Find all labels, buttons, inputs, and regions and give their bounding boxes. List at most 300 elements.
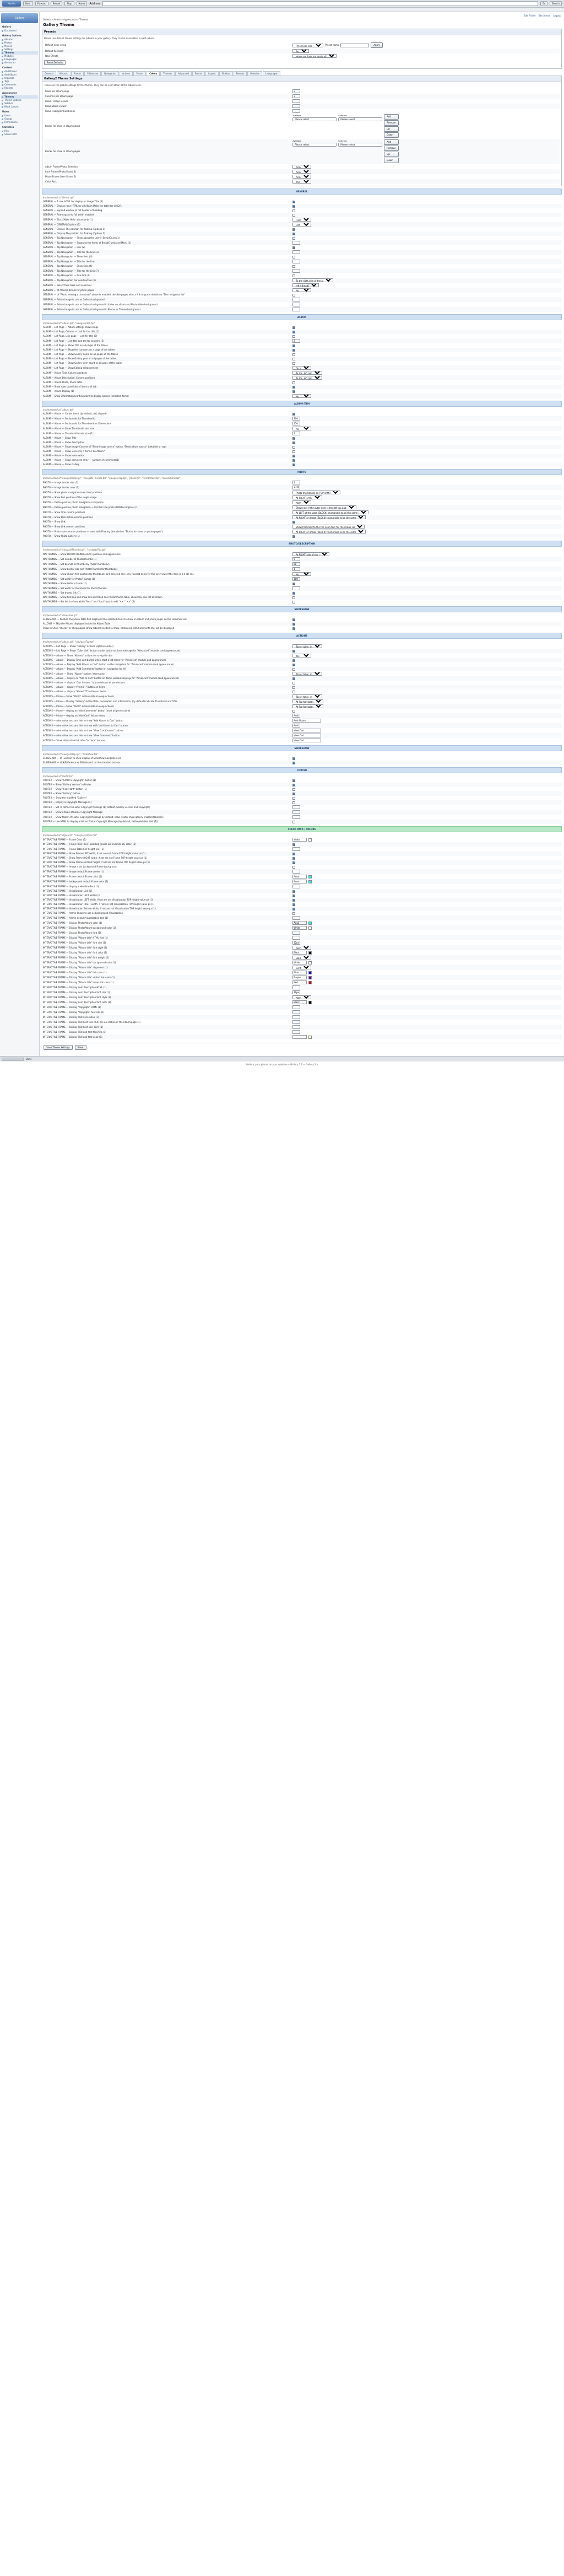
checkbox[interactable] [292,618,295,621]
link-site-admin[interactable]: Site Admin [538,14,551,17]
checkbox[interactable] [292,450,295,453]
preset-select[interactable] [292,44,323,47]
text-input[interactable] [292,481,300,484]
setting-control [291,990,562,995]
checkbox[interactable] [292,682,295,685]
checkbox[interactable] [292,358,295,360]
select-control[interactable] [292,956,311,960]
checkbox[interactable] [292,214,295,217]
tab-strip[interactable] [0,8,564,12]
tab-themes[interactable]: Themes [160,71,175,76]
tab-photos[interactable]: Photos [71,71,84,76]
setting-label: INTERACTIVE FRAME — Display Photo/Album font (1) [43,931,101,934]
setting-control [291,394,562,398]
setting-control [291,860,562,865]
color-text-input[interactable] [292,951,307,955]
setting-label: ACTIONS — Album — display "Cart Content" button (show) all permissions [43,681,125,684]
setting-label: INTERACTIVE FRAME — Visualization LEFT width (1) [43,894,100,897]
checkbox[interactable] [292,381,295,384]
sidebar-item-tags[interactable]: Tags [1,80,38,83]
color-swatch[interactable] [308,976,312,979]
checkbox[interactable] [292,455,295,457]
block-remove-button[interactable]: Remove [384,145,398,151]
checkbox[interactable] [292,801,295,804]
color-text-input[interactable] [292,1035,307,1039]
checkbox[interactable] [292,596,295,599]
stop-button[interactable]: Stop [64,1,74,6]
setting-label: INTERACTIVE FRAME — Admin default Visualization text (1) [42,915,291,920]
text-input[interactable] [292,810,300,814]
setting-row [42,431,562,436]
color-swatch[interactable] [308,971,312,974]
link-edit-profile[interactable]: Edit Profile [524,14,536,17]
checkbox[interactable] [292,857,295,860]
sidebar-item-advanced[interactable]: Advanced [1,61,38,64]
checkbox[interactable] [292,386,295,389]
preset-name-input[interactable] [340,44,369,47]
default-keyword-select[interactable] [292,49,309,53]
checkbox[interactable] [292,843,295,846]
checkbox[interactable] [292,677,295,680]
tab-colors[interactable]: Colors [147,71,160,76]
checkbox[interactable] [292,623,295,626]
select-control[interactable] [292,699,323,703]
selected-blocks-list-2[interactable] [338,143,382,147]
text-input[interactable] [292,1015,300,1019]
checkbox[interactable] [292,326,295,329]
color-text-input[interactable] [292,971,307,974]
text-input[interactable] [292,805,300,809]
setting-label: SLIDESHOW — of Function to show display of Slideshow navigation (2) [43,757,121,759]
preset-row [44,48,560,53]
checkbox[interactable] [292,903,295,906]
sidebar-item-photos[interactable]: Photos [1,41,38,45]
sidebar-item-users[interactable]: Users [1,114,38,117]
tab-layout[interactable]: Layout [205,71,219,76]
checkbox[interactable] [292,890,295,893]
theme-settings-form [44,89,560,114]
text-input[interactable] [292,269,300,273]
text-input[interactable] [292,94,300,98]
select-control[interactable] [292,165,311,169]
text-input[interactable] [292,724,300,727]
block-remove-button[interactable]: Remove [384,120,398,126]
block-add-button[interactable]: Add [384,114,398,120]
color-swatch[interactable] [308,838,312,842]
checkbox[interactable] [292,521,295,524]
block-up-button[interactable]: Up [384,152,398,157]
checkbox[interactable] [292,779,295,782]
select-control[interactable] [292,966,311,969]
checkbox[interactable] [292,246,295,249]
text-input[interactable] [292,260,300,263]
sidebar-item-reorder[interactable]: Reorder [1,87,38,90]
preset-label: New Effects [45,54,58,57]
text-input[interactable] [292,729,321,732]
setting-row [42,733,562,738]
select-control[interactable] [292,525,365,529]
theme-tabs[interactable] [42,71,562,76]
checkbox[interactable] [292,659,295,662]
top-links [42,14,562,18]
sidebar-item-dashboard[interactable]: Dashboard [1,29,38,33]
select-control[interactable] [292,427,311,430]
list-option [294,118,335,121]
home-button[interactable]: Home [77,1,88,6]
select-control[interactable] [292,510,368,514]
select-control[interactable] [292,288,311,292]
setting-label: ACTIONS — Album — display "Print-XIT" button on Items [42,685,291,689]
color-swatch[interactable] [308,981,312,984]
color-swatch[interactable] [308,951,312,955]
select-control[interactable] [292,180,311,184]
text-input[interactable] [292,586,300,590]
sidebar-item-block-layout[interactable]: Block Layout [1,105,38,109]
color-text-input[interactable] [292,926,307,930]
save-theme-settings-button[interactable]: Save Theme Settings [44,1045,73,1050]
checkbox[interactable] [292,668,295,671]
address-input[interactable] [102,1,538,6]
text-input[interactable] [292,486,300,489]
setting-control [291,622,562,626]
setting-control [291,658,562,662]
text-input[interactable] [292,308,300,311]
checkbox[interactable] [292,228,295,231]
block-add-button[interactable]: Add [384,139,398,145]
text-input[interactable] [292,241,300,245]
checkbox[interactable] [292,627,295,630]
tab-advanced[interactable]: Advanced [175,71,192,76]
color-text-input[interactable] [292,921,307,925]
checkbox[interactable] [292,390,295,393]
select-control[interactable] [292,366,311,370]
tab-general[interactable]: General [42,71,56,76]
text-input[interactable] [292,417,300,421]
text-input[interactable] [292,298,300,301]
text-input[interactable] [292,339,300,343]
go-button[interactable]: Go [540,1,548,6]
block-move-buttons[interactable] [384,114,398,138]
checkbox[interactable] [292,664,295,666]
setting-label: Rows album viewer [44,104,291,109]
color-text-input[interactable] [292,961,307,964]
select-control[interactable] [292,376,322,380]
checkbox[interactable] [292,861,295,864]
setting-row [42,985,562,990]
text-input[interactable] [292,557,300,561]
checkbox[interactable] [292,710,295,713]
checkbox[interactable] [292,894,295,897]
setting-row [42,860,562,865]
checkbox[interactable] [292,209,295,212]
checkbox[interactable] [292,362,295,365]
new-effects-select[interactable] [292,54,337,58]
available-blocks-list-2[interactable] [292,143,337,147]
text-input[interactable] [292,990,300,994]
checkbox[interactable] [292,256,295,258]
tab-sidebar[interactable]: Sidebar [219,71,233,76]
tab-modules[interactable]: Modules [247,71,262,76]
sidebar-item-server-add[interactable]: Server Add [1,133,38,136]
text-input[interactable] [292,1005,300,1009]
text-input[interactable] [292,847,300,851]
checkbox[interactable] [292,592,295,595]
tab-presets[interactable]: Presets [234,71,247,76]
color-swatch[interactable] [308,1036,312,1039]
tab-albums[interactable]: Albums [57,71,70,76]
checkbox[interactable] [292,459,295,462]
checkbox[interactable] [292,866,295,869]
text-input[interactable] [292,1010,300,1014]
preset-apply-button[interactable]: Apply [371,42,382,48]
sidebar-item-comments[interactable]: Comments [1,83,38,87]
setting-control [291,552,562,557]
select-control[interactable] [292,495,322,499]
tab-actions[interactable]: Actions [120,71,133,76]
text-input[interactable] [292,562,300,566]
select-control[interactable] [292,515,366,519]
select-control[interactable] [292,672,322,676]
setting-label: INTERACTIVE FRAME — Display Text and font color (1) [42,1034,291,1039]
color-text-input[interactable] [292,976,307,979]
setting-row [42,436,562,440]
text-input[interactable] [292,870,300,874]
text-input[interactable] [292,1025,300,1029]
setting-row [42,694,562,699]
text-input[interactable] [292,432,300,435]
link-logout[interactable]: Logout [553,14,561,17]
tab-navigation[interactable]: Navigation [101,71,119,76]
setting-row [42,649,562,653]
checkbox[interactable] [292,535,295,538]
color-text-input[interactable] [292,880,307,883]
reset-defaults-button[interactable]: Reset Defaults [44,60,66,65]
setting-control [291,879,562,884]
sidebar-item-theme-options[interactable]: Theme Options [1,99,38,102]
text-input[interactable] [292,941,300,945]
tab-footer[interactable]: Footer [133,71,146,76]
select-control[interactable] [292,552,329,556]
select-control[interactable] [292,654,311,658]
sidebar-item-groups[interactable]: Groups [1,117,38,121]
setting-row [42,524,562,529]
sidebar-item-albums[interactable]: Albums [1,38,38,41]
checkbox[interactable] [292,344,295,347]
checkbox[interactable] [292,757,295,760]
sidebar-item-movies[interactable]: Movies [1,45,38,48]
checkbox[interactable] [292,821,295,823]
select-control[interactable] [292,283,318,287]
text-input[interactable] [292,931,300,935]
reload-button[interactable]: Reload [51,1,63,6]
text-input[interactable] [292,815,300,819]
block-down-button[interactable]: Down [384,158,398,163]
tab-blocks[interactable]: Blocks [192,71,205,76]
text-input[interactable] [292,104,300,108]
text-input[interactable] [292,739,321,742]
select-control[interactable] [292,500,311,504]
select-control[interactable] [292,394,311,398]
checkbox[interactable] [292,413,295,416]
checkbox[interactable] [292,233,295,235]
select-control[interactable] [292,694,322,698]
select-control[interactable] [292,572,311,576]
color-swatch[interactable] [308,875,312,879]
setting-label: INTERACTIVE FRAME — Show Frame LEFT width, if not are not Frame FOR height value px (1) [42,852,291,856]
back-button[interactable]: Back [23,1,33,6]
color-text-input[interactable] [292,1000,307,1004]
setting-control [291,869,562,874]
checkbox[interactable] [292,650,295,653]
setting-control [291,1034,562,1039]
color-swatch[interactable] [308,921,312,925]
text-input[interactable] [292,567,300,571]
checkbox[interactable] [292,446,295,449]
setting-row [42,810,562,815]
select-control[interactable] [292,371,322,375]
sidebar-item-add-photos[interactable]: Add Photos [1,70,38,73]
text-input[interactable] [292,885,300,888]
setting-row [44,164,560,169]
reset-button[interactable]: Reset [75,1045,86,1050]
available-blocks-list[interactable] [292,117,337,121]
section-table-photo [42,480,562,538]
setting-control [291,676,562,681]
text-input[interactable] [292,985,300,989]
block-move-buttons-2[interactable] [384,139,398,164]
setting-row [42,283,562,288]
block-up-button[interactable]: Up [384,126,398,132]
sidebar-item-modules[interactable]: Modules [1,55,38,58]
select-control[interactable] [292,644,322,648]
section-subhead: Implemented at "navigateTitle.tpl", "navigateThumbs.tpl", "navigateTop.tpl", "photo.tpl", "itemDetails.tpl", "itemActions.tpl" [43,477,181,479]
select-control[interactable] [292,175,311,179]
select-control[interactable] [292,995,311,999]
checkbox[interactable] [292,331,295,333]
forward-button[interactable]: Forward [35,1,48,6]
text-input[interactable] [292,109,300,113]
setting-row [42,365,562,370]
setting-control [291,685,562,689]
checkbox[interactable] [292,788,295,791]
sidebar-item-hits[interactable]: Hits [1,130,38,133]
checkbox[interactable] [292,441,295,444]
checkbox[interactable] [292,686,295,689]
checkbox[interactable] [292,899,295,902]
color-text-input[interactable] [292,980,307,984]
tab-languages[interactable]: Languages [263,71,280,76]
text-input[interactable] [292,719,321,723]
setting-label: ALBUM — Show information (continuation) to display options (selected items) [42,394,291,398]
sidebar-item-permissions[interactable]: Permissions [1,121,38,124]
text-input[interactable] [292,916,300,920]
select-control[interactable] [292,505,356,509]
selected-blocks-list[interactable] [338,117,382,121]
select-control[interactable] [292,491,340,494]
color-text-input[interactable] [292,875,307,879]
checkbox[interactable] [292,784,295,786]
checkbox[interactable] [292,583,295,585]
text-input[interactable] [292,422,300,425]
checkbox[interactable] [292,912,295,915]
checkbox[interactable] [292,464,295,466]
checkbox[interactable] [292,237,295,240]
checkbox[interactable] [292,437,295,440]
checkbox[interactable] [292,853,295,855]
text-input[interactable] [292,714,300,718]
setting-row [42,208,562,213]
color-swatch[interactable] [308,880,312,883]
checkbox[interactable] [292,793,295,795]
text-input[interactable] [292,1030,300,1034]
color-text-input[interactable] [292,838,307,842]
checkbox[interactable] [292,274,295,277]
select-control[interactable] [292,704,323,708]
color-swatch[interactable] [308,1001,312,1004]
sidebar-item-add-album[interactable]: Add Album [1,73,38,77]
checkbox[interactable] [292,691,295,693]
setting-control [291,667,562,671]
tab-slideshow[interactable]: Slideshow [84,71,101,76]
text-input[interactable] [292,89,300,93]
sidebar-item-organize[interactable]: Organize [1,77,38,80]
block-down-button[interactable]: Down [384,132,398,138]
sidebar-item-sidebar[interactable]: Sidebar [1,102,38,105]
text-input[interactable] [292,936,300,940]
select-control[interactable] [292,530,366,533]
setting-label: INTERACTIVE FRAME — Display item description font color (1) [43,1000,111,1004]
checkbox[interactable] [292,201,295,203]
checkbox[interactable] [292,294,295,297]
text-input[interactable] [292,1020,300,1024]
select-control[interactable] [292,946,311,950]
setting-row [42,500,562,505]
section-banner-colorpack: COLOR PACK / COLORS [42,826,562,832]
checkbox[interactable] [292,797,295,800]
text-input[interactable] [292,577,300,581]
select-control[interactable] [292,170,311,174]
select-control[interactable] [292,223,311,227]
text-input[interactable] [292,99,300,103]
checkbox[interactable] [292,908,295,910]
text-input[interactable] [292,250,300,254]
sidebar-item-themes[interactable]: Themes [1,51,38,55]
text-input[interactable] [292,303,300,306]
checkbox[interactable] [292,265,295,268]
gallery-logo: Gallery [1,13,38,23]
checkbox[interactable] [292,205,295,208]
select-control[interactable] [292,278,333,282]
setting-control [291,980,562,985]
setting-label: GENERAL — Admin Image to use as Gallery background [42,297,291,302]
text-input[interactable] [292,734,321,737]
setting-row [42,385,562,389]
sidebar-item-settings[interactable]: Settings [1,48,38,51]
checkbox[interactable] [292,353,295,356]
sidebar-item-languages[interactable]: Languages [1,58,38,61]
checkbox[interactable] [292,601,295,603]
setting-label: INTERACTIVE FRAME — Display "Album title" HTML font (1) [42,935,291,940]
checkbox[interactable] [292,762,295,764]
color-swatch[interactable] [308,926,312,930]
checkbox[interactable] [292,349,295,352]
setting-control [291,412,562,416]
search-button[interactable]: Search [550,1,562,6]
sidebar-item-themes[interactable]: Themes [1,95,38,99]
checkbox[interactable] [292,335,295,338]
select-control[interactable] [292,218,311,222]
color-swatch[interactable] [308,961,312,964]
